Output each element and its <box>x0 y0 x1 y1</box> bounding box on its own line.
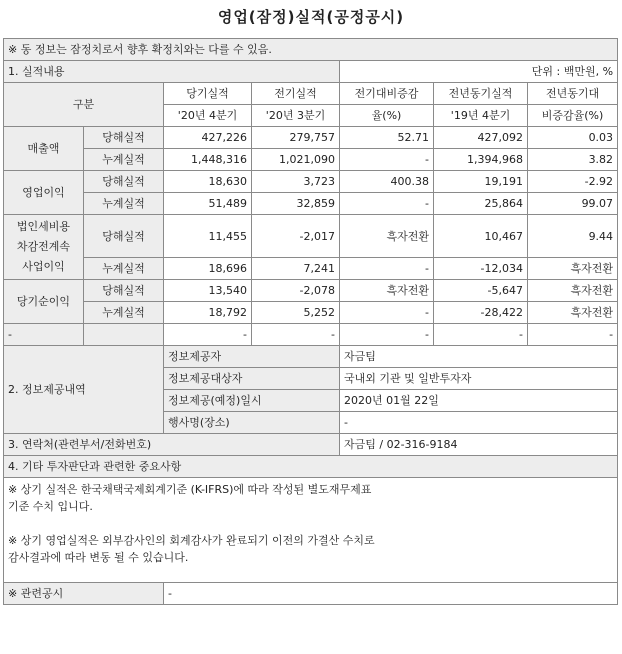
value-yoy-prev: 25,864 <box>434 193 528 215</box>
value-qoq: 52.71 <box>340 127 434 149</box>
sub-label: 누계실적 <box>84 149 164 171</box>
dash-cell: - <box>252 324 340 346</box>
section3-label: 3. 연락처(관련부서/전화번호) <box>4 434 340 456</box>
value-current: 51,489 <box>164 193 252 215</box>
header-qoq-top: 전기대비증감 <box>340 83 434 105</box>
provider-label: 정보제공자 <box>164 346 340 368</box>
sub-label: 당해실적 <box>84 171 164 193</box>
dash-cell: - <box>164 324 252 346</box>
header-yoy-prev-top: 전년동기실적 <box>434 83 528 105</box>
category-net-income: 당기순이익 <box>4 280 84 324</box>
value-yoy-rate: -2.92 <box>528 171 618 193</box>
date-value: 2020년 01월 22일 <box>340 390 618 412</box>
value-qoq: - <box>340 302 434 324</box>
value-yoy-prev: -12,034 <box>434 258 528 280</box>
notice-text: ※ 동 정보는 잠정치로서 향후 확정치와는 다를 수 있음. <box>4 39 618 61</box>
page-title: 영업(잠정)실적(공정공시) <box>217 8 405 26</box>
value-qoq: 흑자전환 <box>340 280 434 302</box>
section2-label: 2. 정보제공내역 <box>4 346 164 434</box>
target-label: 정보제공대상자 <box>164 368 340 390</box>
header-yoy-rate-top: 전년동기대 <box>528 83 618 105</box>
value-previous: -2,017 <box>252 215 340 258</box>
sub-label: 누계실적 <box>84 258 164 280</box>
value-yoy-prev: -28,422 <box>434 302 528 324</box>
value-yoy-rate: 99.07 <box>528 193 618 215</box>
value-previous: 3,723 <box>252 171 340 193</box>
value-yoy-rate: 흑자전환 <box>528 280 618 302</box>
sub-label: 당해실적 <box>84 280 164 302</box>
header-gubun: 구분 <box>4 83 164 127</box>
event-label: 행사명(장소) <box>164 412 340 434</box>
sub-label: 당해실적 <box>84 127 164 149</box>
dash-cell: - <box>340 324 434 346</box>
value-qoq: - <box>340 258 434 280</box>
disclosure-table <box>3 38 618 605</box>
value-previous: 7,241 <box>252 258 340 280</box>
value-current: 427,226 <box>164 127 252 149</box>
unit-label: 단위 : 백만원, % <box>340 61 618 83</box>
value-qoq: - <box>340 193 434 215</box>
value-current: 13,540 <box>164 280 252 302</box>
note-ifrs: ※ 상기 실적은 한국채택국제회계기준 (K-IFRS)에 따라 작성된 별도재무제표 기준 수치 입니다. <box>8 483 372 513</box>
value-yoy-rate: 흑자전환 <box>528 258 618 280</box>
category-pretax-income: 법인세비용 차감전계속 사업이익 <box>4 215 84 280</box>
dash-cell: - <box>434 324 528 346</box>
dash-cell: - <box>4 324 84 346</box>
header-current-bottom: '20년 4분기 <box>164 105 252 127</box>
value-current: 18,792 <box>164 302 252 324</box>
header-previous-bottom: '20년 3분기 <box>252 105 340 127</box>
value-yoy-rate: 흑자전환 <box>528 302 618 324</box>
section1-label: 1. 실적내용 <box>4 61 340 83</box>
value-previous: 279,757 <box>252 127 340 149</box>
value-yoy-rate: 3.82 <box>528 149 618 171</box>
date-label: 정보제공(예정)일시 <box>164 390 340 412</box>
header-yoy-prev-bottom: '19년 4분기 <box>434 105 528 127</box>
value-yoy-prev: -5,647 <box>434 280 528 302</box>
notes-block <box>4 478 618 583</box>
related-value: - <box>164 583 618 605</box>
header-previous-top: 전기실적 <box>252 83 340 105</box>
note-audit: ※ 상기 영업실적은 외부감사인의 회계감사가 완료되기 이전의 가결산 수치로 감사결과에 따라 변동 될 수 있습니다. <box>8 534 375 564</box>
provider-value: 자금팀 <box>340 346 618 368</box>
sub-label: 누계실적 <box>84 302 164 324</box>
header-yoy-rate-bottom: 비증감율(%) <box>528 105 618 127</box>
value-qoq: - <box>340 149 434 171</box>
header-qoq-bottom: 율(%) <box>340 105 434 127</box>
value-yoy-prev: 427,092 <box>434 127 528 149</box>
category-revenue: 매출액 <box>4 127 84 171</box>
sub-label: 당해실적 <box>84 215 164 258</box>
value-current: 18,696 <box>164 258 252 280</box>
value-qoq: 400.38 <box>340 171 434 193</box>
value-yoy-rate: 0.03 <box>528 127 618 149</box>
contact-value: 자금팀 / 02-316-9184 <box>340 434 618 456</box>
category-operating-income: 영업이익 <box>4 171 84 215</box>
target-value: 국내외 기관 및 일반투자자 <box>340 368 618 390</box>
header-current-top: 당기실적 <box>164 83 252 105</box>
value-qoq: 흑자전환 <box>340 215 434 258</box>
related-label: ※ 관련공시 <box>4 583 164 605</box>
value-current: 1,448,316 <box>164 149 252 171</box>
sub-label: 누계실적 <box>84 193 164 215</box>
section4-label: 4. 기타 투자판단과 관련한 중요사항 <box>4 456 618 478</box>
value-yoy-rate: 9.44 <box>528 215 618 258</box>
value-previous: 5,252 <box>252 302 340 324</box>
event-value: - <box>340 412 618 434</box>
value-current: 18,630 <box>164 171 252 193</box>
dash-cell: - <box>528 324 618 346</box>
value-previous: 32,859 <box>252 193 340 215</box>
value-yoy-prev: 1,394,968 <box>434 149 528 171</box>
value-current: 11,455 <box>164 215 252 258</box>
value-yoy-prev: 19,191 <box>434 171 528 193</box>
value-previous: 1,021,090 <box>252 149 340 171</box>
value-yoy-prev: 10,467 <box>434 215 528 258</box>
value-previous: -2,078 <box>252 280 340 302</box>
